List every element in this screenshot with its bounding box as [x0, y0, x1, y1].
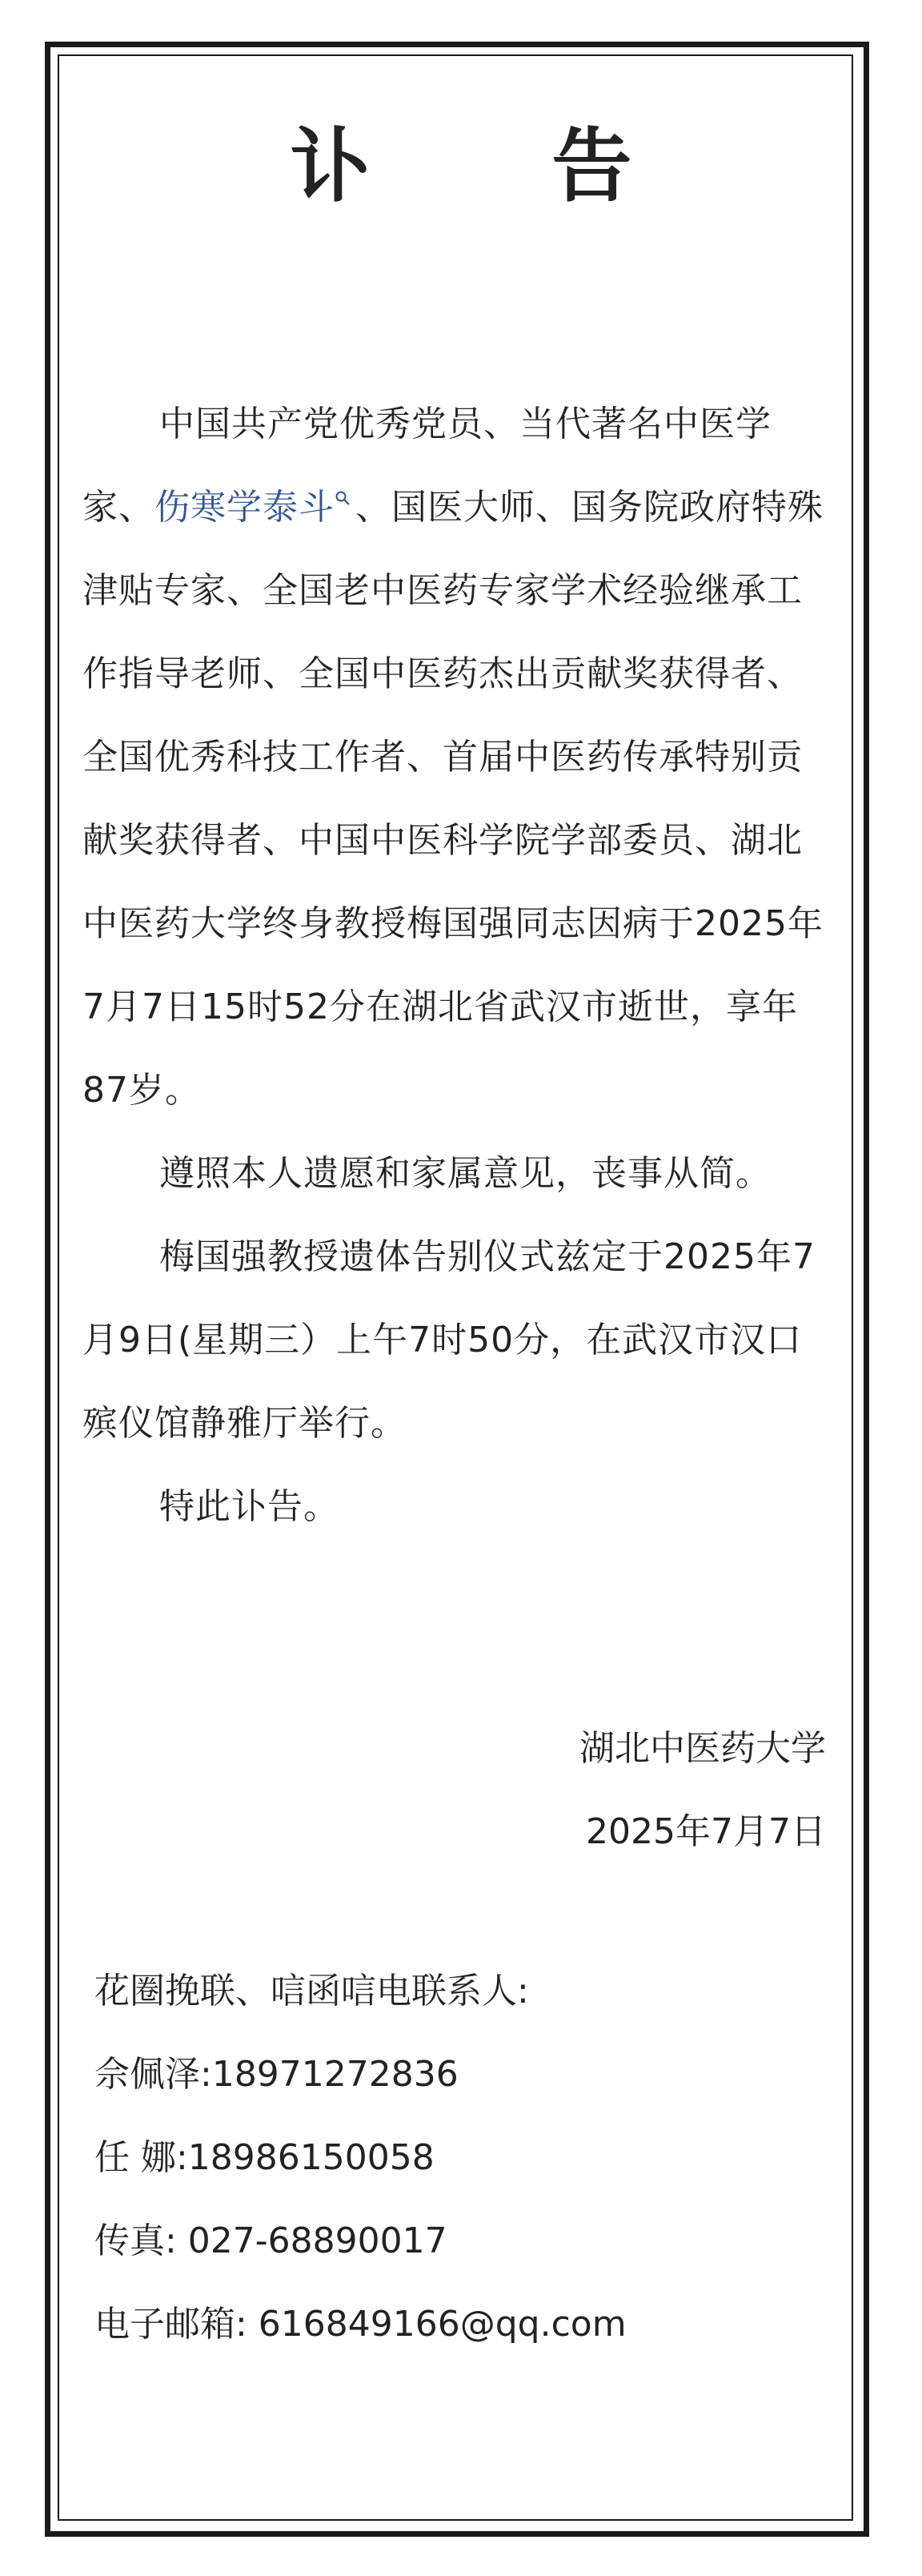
- contact-email: 电子邮箱: 616849166@qq.com: [94, 2304, 627, 2345]
- contact-heading: 花圈挽联、唁函唁电联系人:: [94, 1971, 529, 2011]
- paragraph-announcement: 中国共产党优秀党员、当代著名中医学家、伤寒学泰斗 、国医大师、国务院政府特殊津贴专家、全国老中医药专家学术经验继承工作指导老师、全国中医药杰出贡献奖获得者、全国优秀科技工作者、首届中医药传承特别贡献奖获得者、中国中医科学院学部委员、湖北中医药大学终身教授梅国强同志因病于2025年7月7日15时52分在湖北省武汉市逝世，享年87岁。: [82, 404, 824, 1111]
- paragraph-ceremony: 梅国强教授遗体告别仪式兹定于2025年7月9日(星期三）上午7时50分，在武汉市汉口殡仪馆静雅厅举行。: [82, 1236, 816, 1444]
- search-icon[interactable]: [335, 490, 351, 506]
- contact-block: [94, 1950, 627, 2366]
- signature-block: [579, 1707, 826, 1874]
- page-title: 讣 告: [290, 119, 709, 213]
- search-link[interactable]: 伤寒学泰斗: [154, 487, 335, 528]
- notice-body: [82, 383, 830, 1549]
- contact-fax: 传真: 027-68890017: [94, 2220, 447, 2261]
- signature-org: 湖北中医药大学: [579, 1728, 826, 1769]
- contact-person-1: 佘佩泽:18971272836: [94, 2054, 459, 2095]
- contact-person-2: 任 娜:18986150058: [94, 2137, 435, 2178]
- paragraph-closing: 特此讣告。: [159, 1486, 339, 1527]
- signature-date: 2025年7月7日: [586, 1811, 826, 1852]
- paragraph-funeral-wish: 遵照本人遗愿和家属意见，丧事从简。: [159, 1153, 772, 1194]
